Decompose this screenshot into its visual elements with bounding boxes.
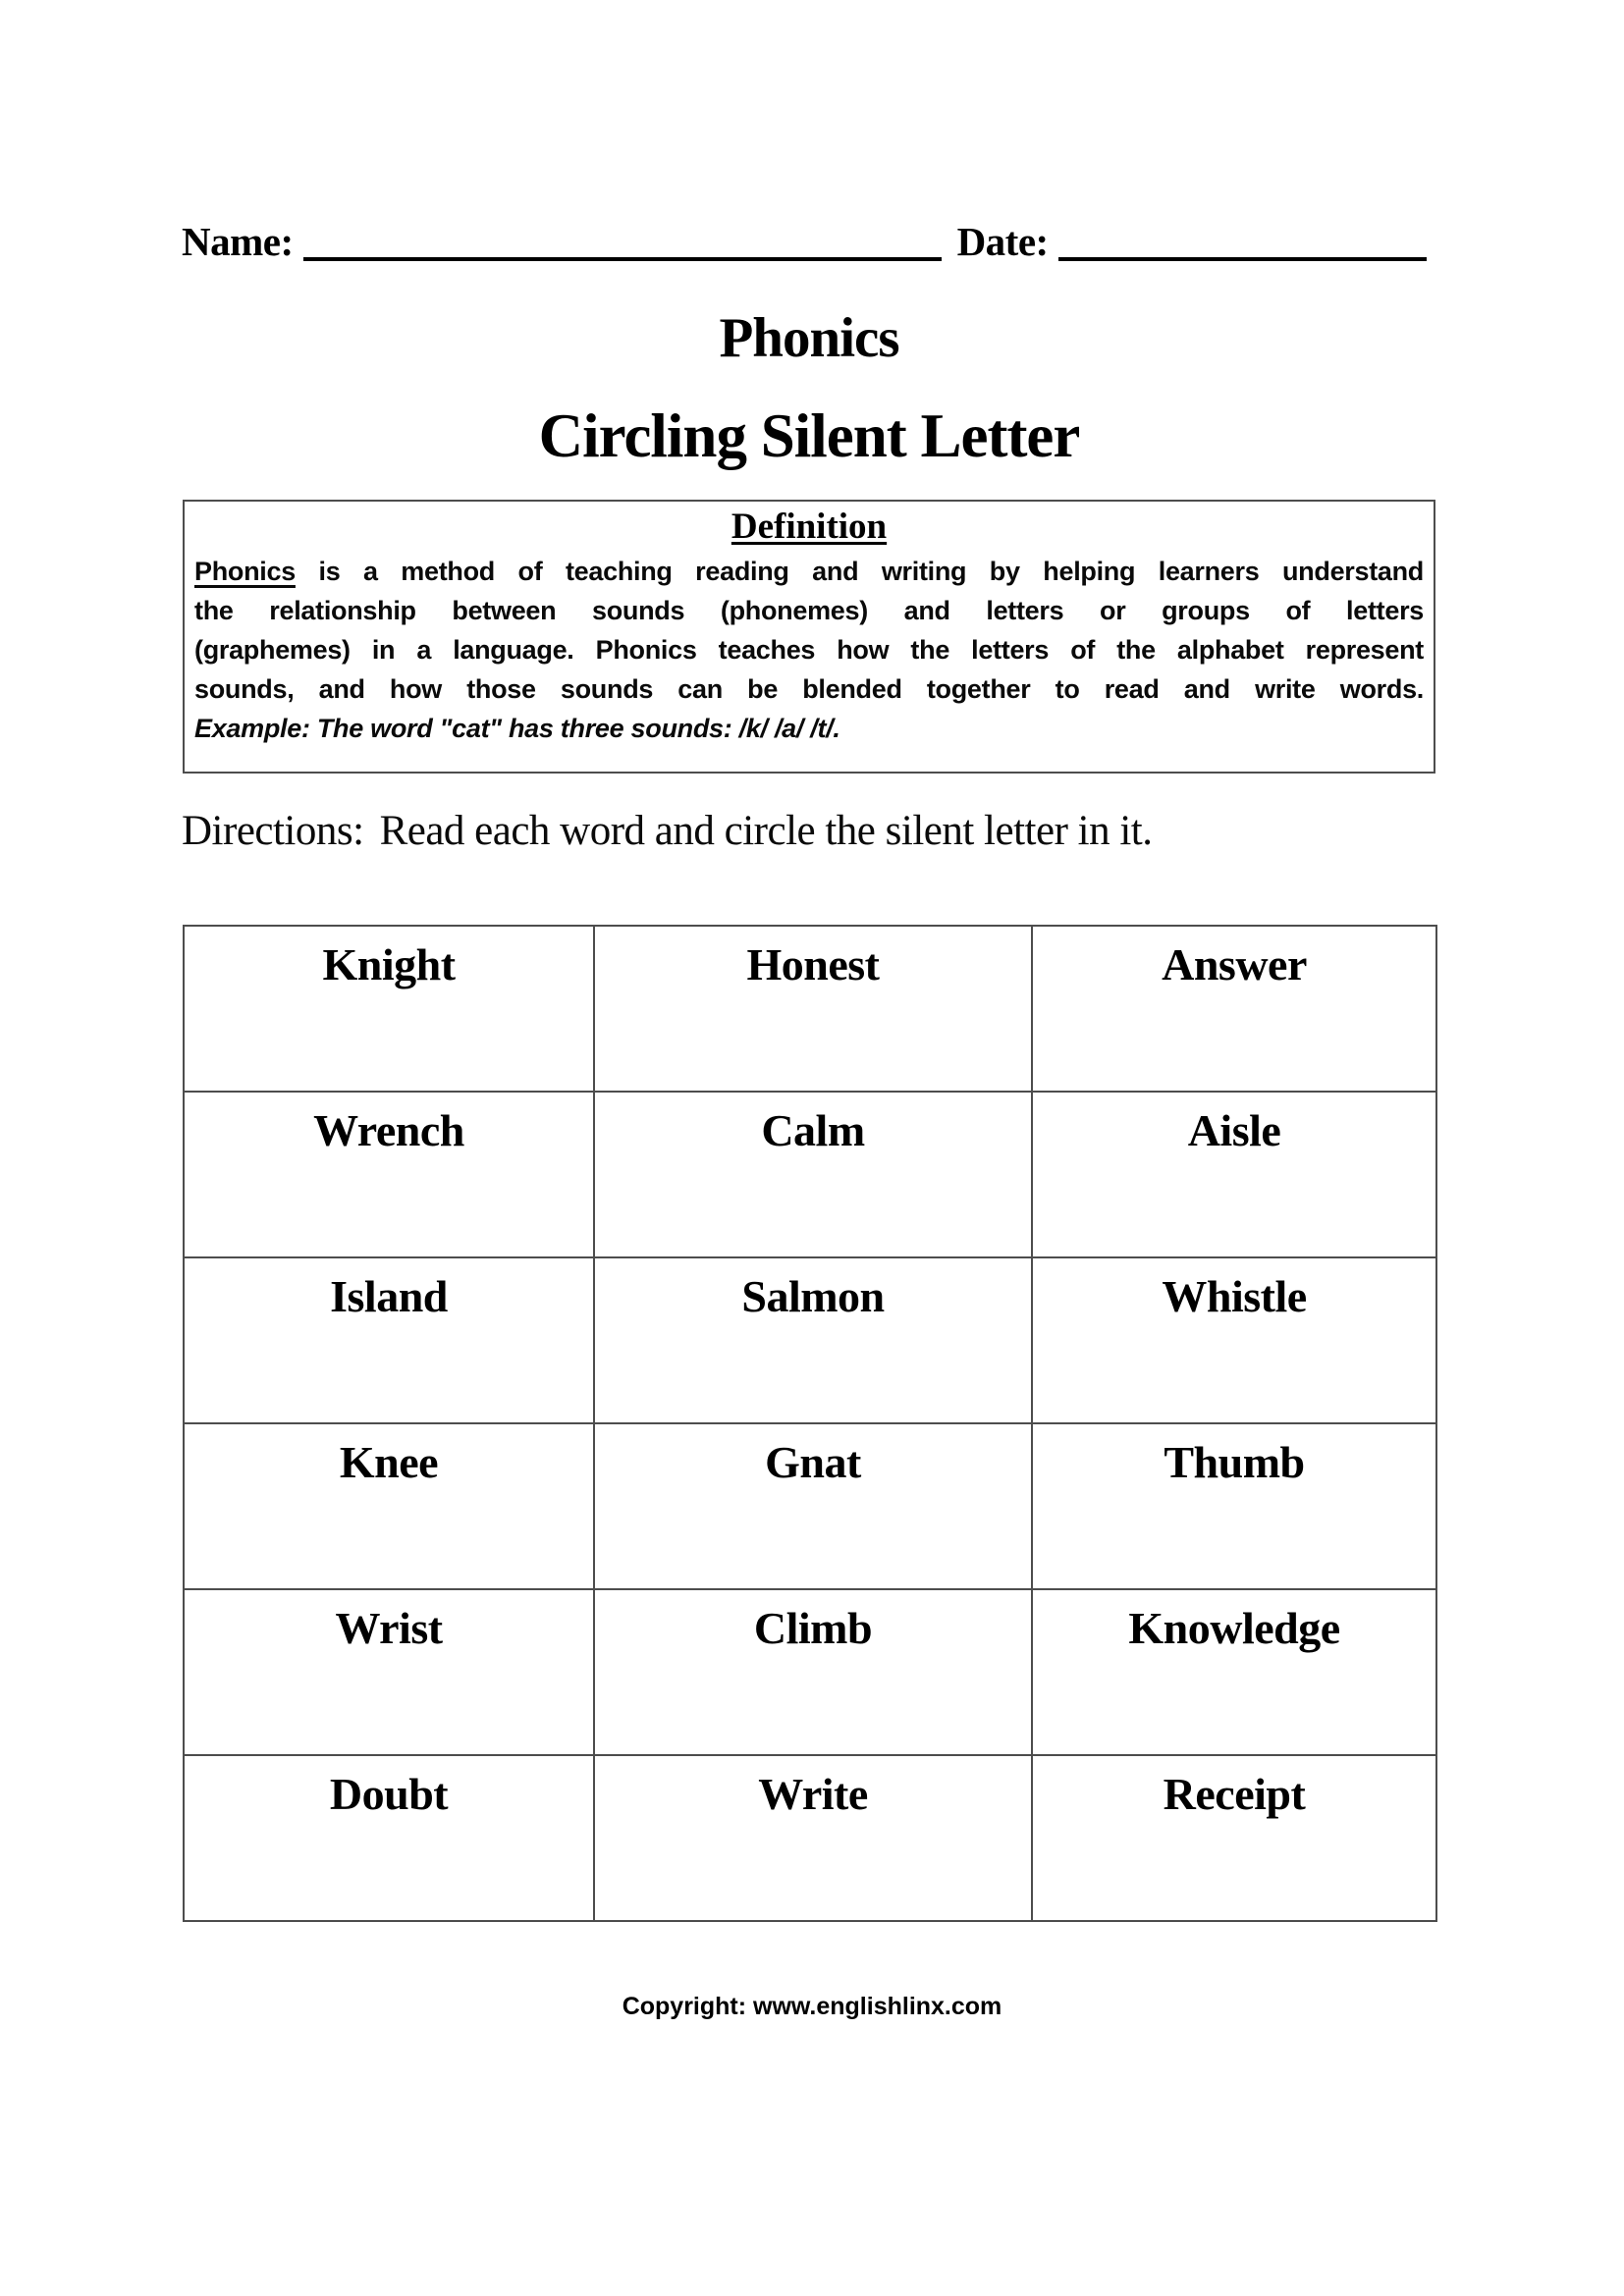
table-row xyxy=(184,1092,1436,1257)
definition-line-2: the relationship between sounds (phonemes) and letters or groups of letters xyxy=(194,596,1424,625)
definition-term: Phonics xyxy=(194,557,296,586)
word-cell: Thumb xyxy=(1032,1423,1436,1589)
table-row xyxy=(184,1257,1436,1423)
word-cell: Wrench xyxy=(184,1092,594,1257)
word-cell: Write xyxy=(594,1755,1032,1921)
word-cell: Receipt xyxy=(1032,1755,1436,1921)
word-cell: Climb xyxy=(594,1589,1032,1755)
table-row xyxy=(184,1755,1436,1921)
definition-example: Example: The word "cat" has three sounds: /k/ /a/ /t/. xyxy=(194,714,840,743)
word-cell: Honest xyxy=(594,926,1032,1092)
name-blank-line xyxy=(303,256,942,261)
table-row xyxy=(184,1589,1436,1755)
word-cell: Knight xyxy=(184,926,594,1092)
word-cell: Gnat xyxy=(594,1423,1032,1589)
definition-heading: Definition xyxy=(731,507,888,547)
definition-box xyxy=(183,500,1435,774)
table-row xyxy=(184,1423,1436,1589)
word-cell: Knee xyxy=(184,1423,594,1589)
definition-body xyxy=(194,552,1424,748)
word-cell: Aisle xyxy=(1032,1092,1436,1257)
copyright-text: Copyright: www.englishlinx.com xyxy=(622,1993,1002,2020)
word-cell: Island xyxy=(184,1257,594,1423)
word-cell: Whistle xyxy=(1032,1257,1436,1423)
word-cell: Knowledge xyxy=(1032,1589,1436,1755)
directions xyxy=(182,807,1435,855)
name-label: Name: xyxy=(182,219,294,264)
word-cell: Wrist xyxy=(184,1589,594,1755)
directions-label: Directions: xyxy=(182,808,364,854)
word-cell: Calm xyxy=(594,1092,1032,1257)
definition-line-1: Phonics is a method of teaching reading and writing by helping learners understand xyxy=(194,557,1424,586)
word-table xyxy=(183,925,1437,1922)
page-subtitle: Circling Silent Letter xyxy=(538,401,1080,470)
date-label: Date: xyxy=(956,219,1049,264)
word-cell: Doubt xyxy=(184,1755,594,1921)
definition-line-3: (graphemes) in a language. Phonics teaches how the letters of the alphabet represent xyxy=(194,635,1424,665)
definition-line-4: sounds, and how those sounds can be blended together to read and write words. xyxy=(194,674,1424,704)
name-date-row xyxy=(182,218,1427,265)
directions-text: Read each word and circle the silent letter in it. xyxy=(379,808,1153,854)
table-row xyxy=(184,926,1436,1092)
word-cell: Salmon xyxy=(594,1257,1032,1423)
word-cell: Answer xyxy=(1032,926,1436,1092)
date-blank-line xyxy=(1058,256,1427,261)
page-title: Phonics xyxy=(719,307,899,369)
